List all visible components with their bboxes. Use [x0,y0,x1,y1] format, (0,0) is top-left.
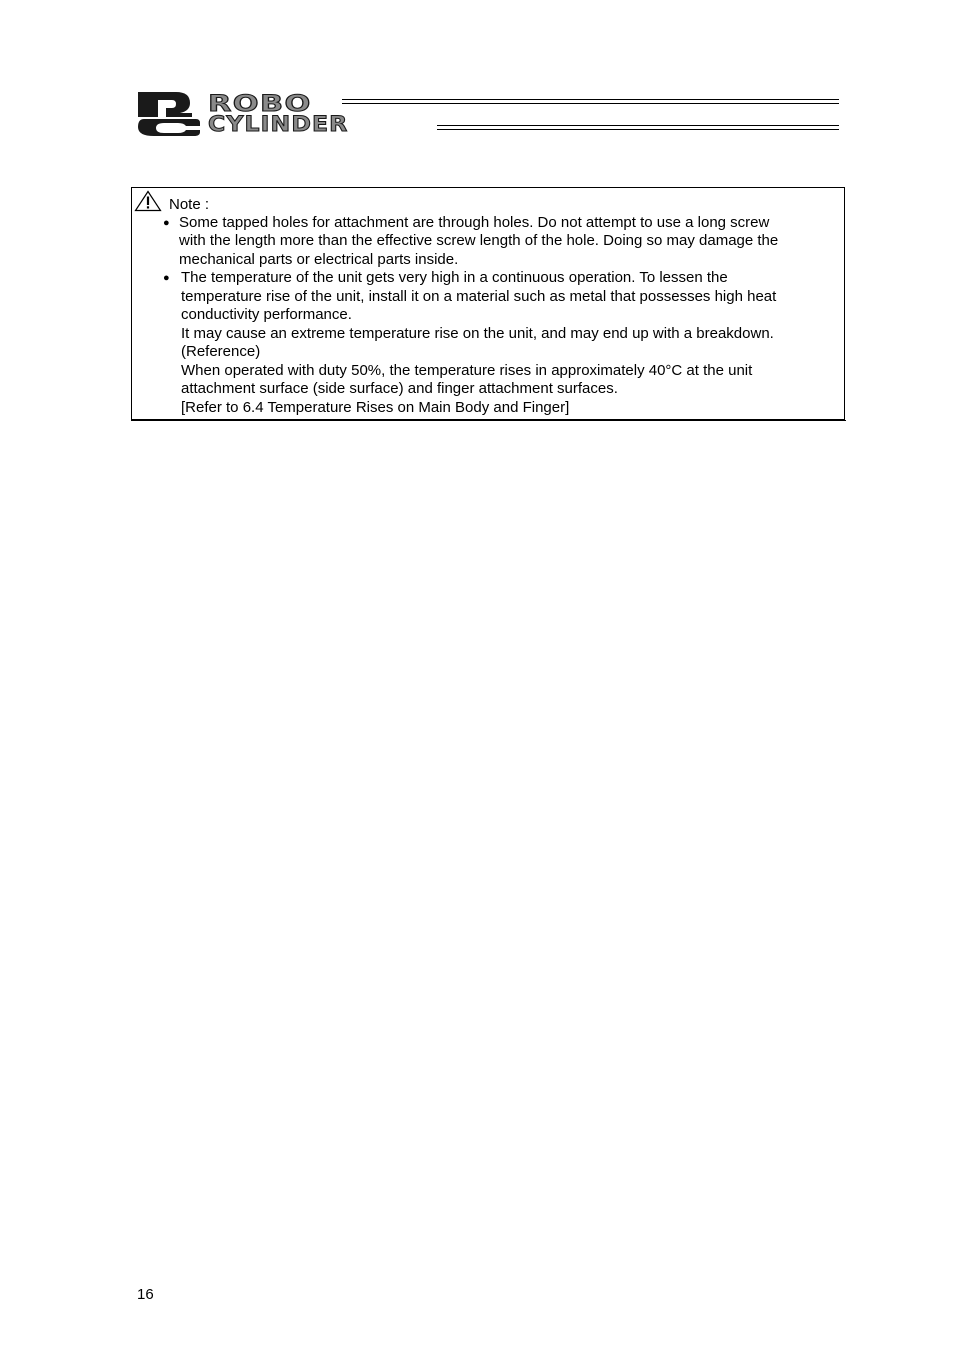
note-item-2-line-3: conductivity performance. [181,306,352,323]
page-number: 16 [137,1286,154,1303]
note-item-2-line-1: The temperature of the unit gets very high in a continuous operation. To lessen the [181,269,728,286]
note-item-2-line-2: temperature rise of the unit, install it on a material such as metal that possesses high heat [181,288,777,305]
note-item-2-line-6: When operated with duty 50%, the temperature rises in approximately 40°C at the unit [181,362,753,379]
header-rule-top-2 [342,103,839,104]
note-item-1-line-2: with the length more than the effective screw length of the hole. Doing so may damage the [179,232,779,249]
header-rule-top-1 [342,99,839,100]
note-item-1-line-1: Some tapped holes for attachment are through holes. Do not attempt to use a long screw [179,214,770,231]
warning-triangle-icon [134,190,162,212]
page-header [0,0,954,160]
header-rule-bottom-2 [437,129,839,130]
note-label: Note : [169,196,210,213]
bullet-1: ● [163,217,170,229]
note-item-2-line-5: (Reference) [181,343,261,360]
logo-text-robo: ROBO [208,92,312,117]
robo-cylinder-logo-mark [136,90,202,138]
bullet-2: ● [163,272,170,284]
note-item-2-line-7: attachment surface (side surface) and finger attachment surfaces. [181,380,618,397]
note-box [131,187,845,420]
header-rule-bottom-1 [437,125,839,126]
logo-text-cylinder: CYLINDER [208,112,349,136]
note-box-bottom-rule [131,420,846,421]
note-item-1-line-3: mechanical parts or electrical parts inside. [179,251,459,268]
note-item-2-line-8: [Refer to 6.4 Temperature Rises on Main Body and Finger] [181,399,570,416]
note-item-2-line-4: It may cause an extreme temperature rise on the unit, and may end up with a breakdown. [181,325,774,342]
